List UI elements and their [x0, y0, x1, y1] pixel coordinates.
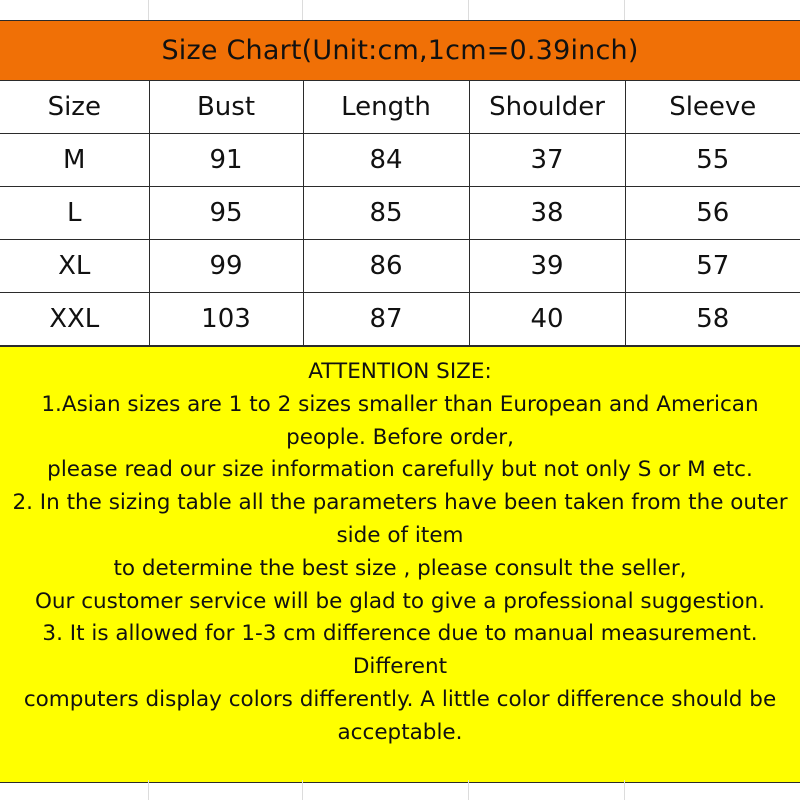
cell-shoulder: 38	[469, 187, 625, 240]
cell-sleeve: 57	[625, 240, 800, 293]
notice-line: 3. It is allowed for 1-3 cm difference due to manual measurement. Different	[42, 621, 758, 680]
cell-bust: 91	[149, 134, 303, 187]
header-length: Length	[303, 81, 469, 134]
cell-bust: 95	[149, 187, 303, 240]
notice-line: to determine the best size , please consult the seller,	[113, 555, 687, 581]
cell-sleeve: 56	[625, 187, 800, 240]
size-table	[0, 81, 800, 346]
cell-size: L	[0, 187, 149, 240]
cell-size: M	[0, 134, 149, 187]
cell-sleeve: 58	[625, 293, 800, 346]
table-row	[0, 187, 800, 240]
notice-heading: ATTENTION SIZE:	[308, 359, 492, 384]
table-row	[0, 293, 800, 346]
header-sleeve: Sleeve	[625, 81, 800, 134]
notice-line: please read our size information carefully but not only S or M etc.	[47, 457, 753, 483]
notice-line: 2. In the sizing table all the parameters have been taken from the outer side of item	[12, 490, 788, 548]
cell-bust: 103	[149, 293, 303, 346]
cell-sleeve: 55	[625, 134, 800, 187]
chart-title: Size Chart(Unit:cm,1cm=0.39inch)	[0, 20, 800, 81]
cell-size: XL	[0, 240, 149, 293]
cell-bust: 99	[149, 240, 303, 293]
cell-length: 85	[303, 187, 469, 240]
cell-size: XXL	[0, 293, 149, 346]
bottom-grid-strip	[0, 780, 800, 800]
cell-length: 86	[303, 240, 469, 293]
header-size: Size	[0, 81, 149, 134]
attention-notice	[0, 346, 800, 783]
notice-line: 1.Asian sizes are 1 to 2 sizes smaller than European and American people. Before order,	[41, 391, 759, 450]
table-row	[0, 240, 800, 293]
cell-shoulder: 37	[469, 134, 625, 187]
cell-shoulder: 40	[469, 293, 625, 346]
top-grid-strip	[0, 0, 800, 20]
table-row	[0, 134, 800, 187]
size-chart	[0, 20, 800, 780]
notice-line: Our customer service will be glad to give a professional suggestion.	[35, 588, 765, 614]
cell-shoulder: 39	[469, 240, 625, 293]
table-header-row	[0, 81, 800, 134]
header-bust: Bust	[149, 81, 303, 134]
cell-length: 84	[303, 134, 469, 187]
header-shoulder: Shoulder	[469, 81, 625, 134]
cell-length: 87	[303, 293, 469, 346]
notice-line: computers display colors differently. A little color difference should be acceptable.	[23, 686, 777, 745]
